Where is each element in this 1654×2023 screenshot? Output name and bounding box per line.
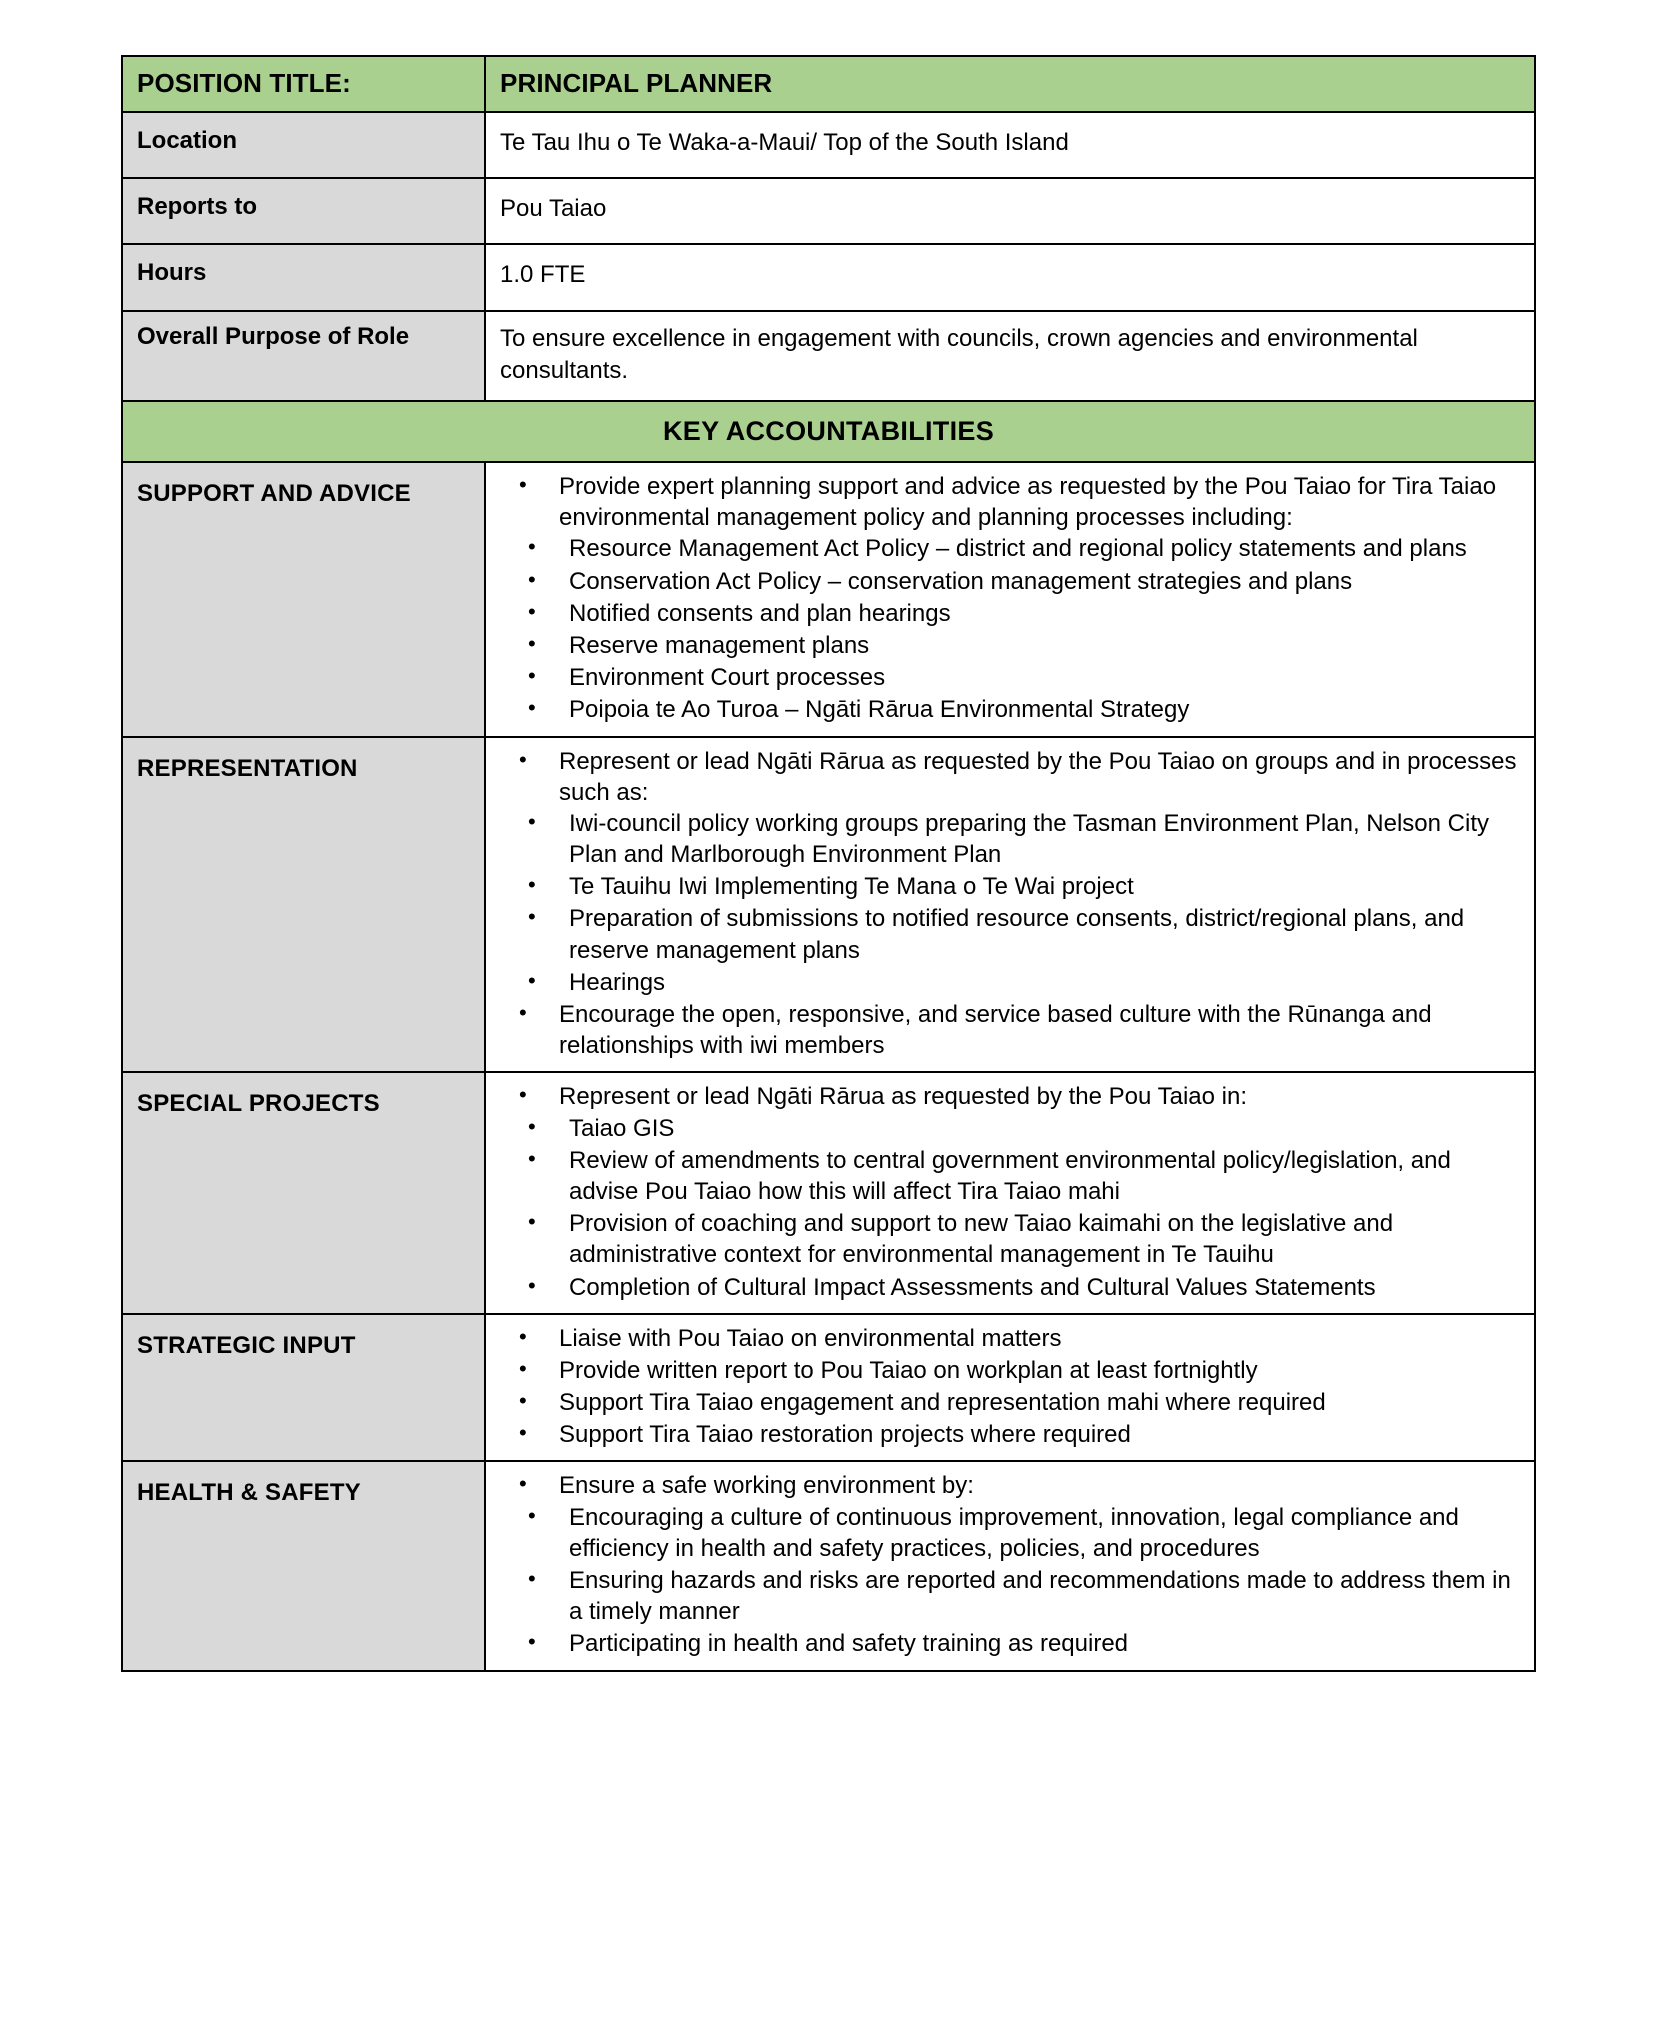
accountability-content-cell xyxy=(485,1072,1535,1313)
bullet-text: • Represent or lead Ngāti Rārua as requested by the Pou Taiao on groups and in processes such as: xyxy=(559,747,1517,806)
key-accountabilities-band xyxy=(122,401,1535,462)
reports-to-value: Pou Taiao xyxy=(500,195,607,223)
bullet-text: • Encourage the open, responsive, and service based culture with the Rūnanga and relationships with iwi members xyxy=(559,1001,1432,1060)
sub-bullet-list xyxy=(559,1502,1524,1660)
sub-bullet-text: • Provision of coaching and support to new Taiao kaimahi on the legislative and administrative context for environmental management in Te Tauihu xyxy=(569,1210,1394,1269)
overall-purpose-value: To ensure excellence in engagement with councils, crown agencies and environmental consultants. xyxy=(500,324,1418,385)
sub-bullet-item xyxy=(486,1208,1524,1270)
location-value: Te Tau Ihu o Te Waka-a-Maui/ Top of the South Island xyxy=(500,128,1069,156)
sub-bullet-text: • Taiao GIS xyxy=(569,1114,675,1142)
accountability-label-cell xyxy=(122,462,485,737)
table-row-reports-to xyxy=(122,178,1535,244)
sub-bullet-text: • Iwi-council policy working groups preparing the Tasman Environment Plan, Nelson City Plan and Marlborough Environment Plan xyxy=(569,809,1489,869)
bullet-item xyxy=(486,1355,1524,1386)
bullet-item xyxy=(486,1081,1524,1302)
bullet-item xyxy=(486,1419,1524,1450)
table-body xyxy=(122,56,1535,462)
accountability-label: SUPPORT AND ADVICE xyxy=(137,480,411,508)
row-value-cell xyxy=(485,311,1535,401)
row-label-cell xyxy=(122,56,485,112)
sub-bullet-text: • Environment Court processes xyxy=(569,664,886,692)
location-label: Location xyxy=(137,126,237,154)
cell-content xyxy=(123,245,484,306)
sub-bullet-text: • Encouraging a culture of continuous improvement, innovation, legal compliance and efficiency in health and safety practices, policies, and procedures xyxy=(569,1503,1459,1562)
table-row-hours xyxy=(122,244,1535,310)
sub-bullet-item xyxy=(486,1502,1524,1564)
cell-content xyxy=(486,57,1534,111)
table-row-key-accountabilities-heading xyxy=(122,401,1535,462)
sub-bullet-text: • Hearings xyxy=(569,968,666,996)
sub-bullet-text: • Resource Management Act Policy – district and regional policy statements and plans xyxy=(569,535,1467,563)
position-title-label: POSITION TITLE: xyxy=(137,68,351,98)
accountability-row xyxy=(122,737,1535,1073)
bullet-item xyxy=(486,471,1524,726)
sub-bullet-item xyxy=(486,598,1524,629)
sub-bullet-item xyxy=(486,694,1524,725)
row-label-cell xyxy=(122,244,485,310)
accountability-label-cell xyxy=(122,1314,485,1462)
accountability-label: HEALTH & SAFETY xyxy=(137,1479,361,1507)
sub-bullet-list xyxy=(559,808,1524,998)
bullet-text: • Support Tira Taiao engagement and representation mahi where required xyxy=(559,1389,1326,1417)
row-value-cell xyxy=(485,178,1535,244)
accountability-label-cell xyxy=(122,1461,485,1670)
sub-bullet-text: • Review of amendments to central government environmental policy/legislation, and advise Pou Taiao how this will affect Tira Taiao mahi xyxy=(569,1146,1451,1205)
sub-bullet-list xyxy=(559,1113,1524,1303)
table-row-position-title xyxy=(122,56,1535,112)
accountability-label: REPRESENTATION xyxy=(137,754,358,782)
sub-bullet-text: • Completion of Cultural Impact Assessments and Cultural Values Statements xyxy=(569,1273,1376,1301)
accountability-bullet-list xyxy=(486,1081,1524,1302)
accountability-bullet-list xyxy=(486,1470,1524,1659)
cell-content xyxy=(123,179,484,240)
accountability-bullet-list xyxy=(486,471,1524,726)
sub-bullet-text: • Ensuring hazards and risks are reported and recommendations made to address them in a timely manner xyxy=(569,1567,1511,1626)
cell-content xyxy=(123,312,484,364)
sub-bullet-text: • Reserve management plans xyxy=(569,631,870,659)
accountability-content-cell xyxy=(485,737,1535,1073)
accountability-row xyxy=(122,462,1535,737)
accountability-content-cell xyxy=(485,462,1535,737)
sub-bullet-item xyxy=(486,533,1524,564)
accountability-bullet-list xyxy=(486,1323,1524,1451)
row-value-cell xyxy=(485,56,1535,112)
position-title-value: PRINCIPAL PLANNER xyxy=(500,68,773,98)
bullet-text: • Liaise with Pou Taiao on environmental matters xyxy=(559,1324,1062,1352)
accountability-label: SPECIAL PROJECTS xyxy=(137,1090,380,1118)
sub-bullet-item xyxy=(486,967,1524,998)
accountability-label: STRATEGIC INPUT xyxy=(137,1331,356,1359)
sub-bullet-item xyxy=(486,662,1524,693)
table-row-location xyxy=(122,112,1535,178)
accountabilities-body xyxy=(122,462,1535,1671)
cell-content xyxy=(486,113,1534,177)
row-label-cell xyxy=(122,112,485,178)
cell-content xyxy=(486,179,1534,243)
sub-bullet-text: • Poipoia te Ao Turoa – Ngāti Rārua Environmental Strategy xyxy=(569,696,1190,724)
accountability-content-cell xyxy=(485,1314,1535,1462)
bullet-text: • Ensure a safe working environment by: xyxy=(559,1472,974,1500)
bullet-text: • Provide expert planning support and advice as requested by the Pou Taiao for Tira Taiao environmental management policy and planning processes including: xyxy=(559,473,1497,532)
table-row-overall-purpose xyxy=(122,311,1535,401)
accountability-row xyxy=(122,1314,1535,1462)
bullet-item xyxy=(486,1387,1524,1418)
row-label-cell xyxy=(122,311,485,401)
accountability-row xyxy=(122,1461,1535,1670)
sub-bullet-item xyxy=(486,808,1524,870)
sub-bullet-list xyxy=(559,533,1524,725)
cell-content xyxy=(123,57,484,111)
bullet-item xyxy=(486,1470,1524,1659)
bullet-text: • Represent or lead Ngāti Rārua as requested by the Pou Taiao in: xyxy=(559,1083,1247,1111)
sub-bullet-item xyxy=(486,1565,1524,1627)
accountability-label-cell xyxy=(122,737,485,1073)
overall-purpose-label: Overall Purpose of Role xyxy=(137,322,410,350)
bullet-text: • Provide written report to Pou Taiao on workplan at least fortnightly xyxy=(559,1356,1258,1384)
sub-bullet-item xyxy=(486,1628,1524,1659)
accountability-content-cell xyxy=(485,1461,1535,1670)
accountability-bullet-list xyxy=(486,746,1524,1062)
sub-bullet-item xyxy=(486,630,1524,661)
sub-bullet-text: • Conservation Act Policy – conservation management strategies and plans xyxy=(569,567,1353,595)
sub-bullet-text: • Preparation of submissions to notified resource consents, district/regional plans, and reserve management plans xyxy=(569,905,1465,964)
sub-bullet-item xyxy=(486,1145,1524,1207)
cell-content xyxy=(123,113,484,174)
bullet-text: • Support Tira Taiao restoration projects where required xyxy=(559,1421,1131,1449)
sub-bullet-text: • Notified consents and plan hearings xyxy=(569,599,951,627)
sub-bullet-item xyxy=(486,903,1524,965)
row-label-cell xyxy=(122,178,485,244)
sub-bullet-item xyxy=(486,1113,1524,1144)
position-description-table xyxy=(121,55,1536,1672)
sub-bullet-item xyxy=(486,1272,1524,1303)
hours-value: 1.0 FTE xyxy=(500,261,586,289)
row-value-cell xyxy=(485,112,1535,178)
bullet-item xyxy=(486,1323,1524,1354)
accountability-label-cell xyxy=(122,1072,485,1313)
bullet-item xyxy=(486,999,1524,1061)
bullet-item xyxy=(486,746,1524,999)
reports-to-label: Reports to xyxy=(137,193,257,221)
sub-bullet-text: • Te Tauihu Iwi Implementing Te Mana o Te Wai project xyxy=(569,873,1134,901)
row-value-cell xyxy=(485,244,1535,310)
accountability-row xyxy=(122,1072,1535,1313)
hours-label: Hours xyxy=(137,259,207,287)
key-accountabilities-heading: KEY ACCOUNTABILITIES xyxy=(662,415,994,446)
cell-content xyxy=(486,312,1534,400)
cell-content xyxy=(486,245,1534,309)
sub-bullet-item xyxy=(486,871,1524,902)
sub-bullet-item xyxy=(486,566,1524,597)
sub-bullet-text: • Participating in health and safety training as required xyxy=(569,1630,1129,1658)
